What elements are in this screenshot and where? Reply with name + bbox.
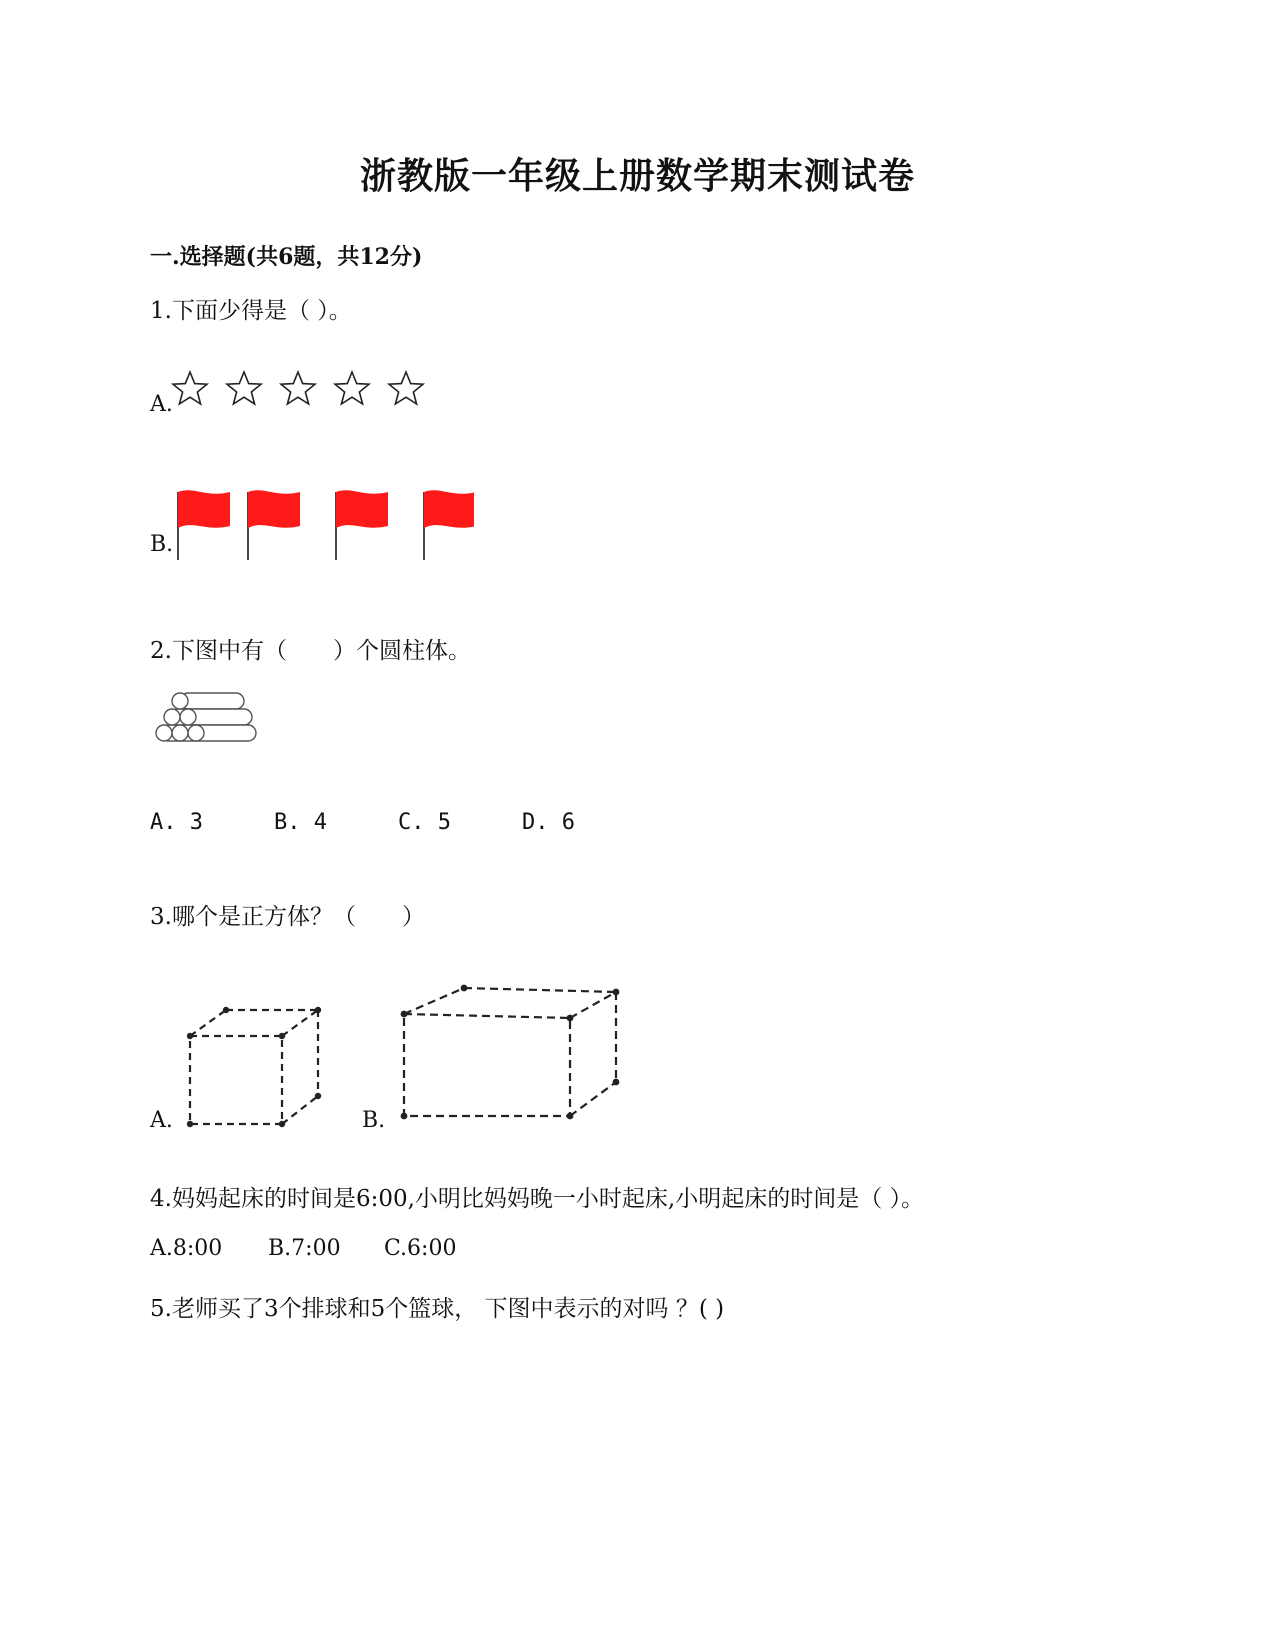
- star-icon: [227, 372, 261, 404]
- red-flag-icon: [178, 490, 230, 560]
- five-stars-figure: [170, 368, 440, 418]
- question-2-option-d: D. 6: [522, 810, 575, 835]
- question-1-text: 1.下面少得是（ ）。: [150, 298, 352, 324]
- red-flag-icon: [424, 490, 474, 560]
- star-icon: [281, 372, 315, 404]
- question-1-option-a-label: A.: [150, 392, 173, 417]
- stacked-logs-figure: [150, 690, 266, 752]
- question-3-text: 3.哪个是正方体？（ ）: [150, 904, 425, 930]
- question-4-option-b: B.7:00: [268, 1236, 341, 1261]
- question-2-option-b: B. 4: [274, 810, 327, 835]
- question-5-text: 5.老师买了3个排球和5个篮球， 下图中表示的对吗 ？( ): [150, 1296, 725, 1322]
- page-title: 浙教版一年级上册数学期末测试卷: [359, 155, 915, 197]
- four-red-flags-figure: [174, 486, 474, 566]
- dashed-cuboid-figure: [394, 980, 634, 1124]
- red-flag-icon: [336, 490, 388, 560]
- question-4-text: 4.妈妈起床的时间是6:00,小明比妈妈晚一小时起床,小明起床的时间是（ ）。: [150, 1186, 925, 1212]
- red-flag-icon: [248, 490, 300, 560]
- question-2-option-a: A. 3: [150, 810, 203, 835]
- star-icon: [173, 372, 207, 404]
- question-4-option-a: A.8:00: [150, 1236, 223, 1261]
- section-heading: 一.选择题(共6题，共12分): [150, 244, 423, 270]
- star-icon: [335, 372, 369, 404]
- question-2-option-c: C. 5: [398, 810, 451, 835]
- question-4-option-c: C.6:00: [384, 1236, 457, 1261]
- question-3-option-b-label: B.: [362, 1108, 386, 1133]
- star-icon: [389, 372, 423, 404]
- question-1-option-b-label: B.: [150, 532, 174, 557]
- dashed-cube-figure: [178, 1000, 328, 1134]
- question-3-option-a-label: A.: [150, 1108, 173, 1133]
- question-2-text: 2.下图中有（ ）个圆柱体。: [150, 638, 471, 664]
